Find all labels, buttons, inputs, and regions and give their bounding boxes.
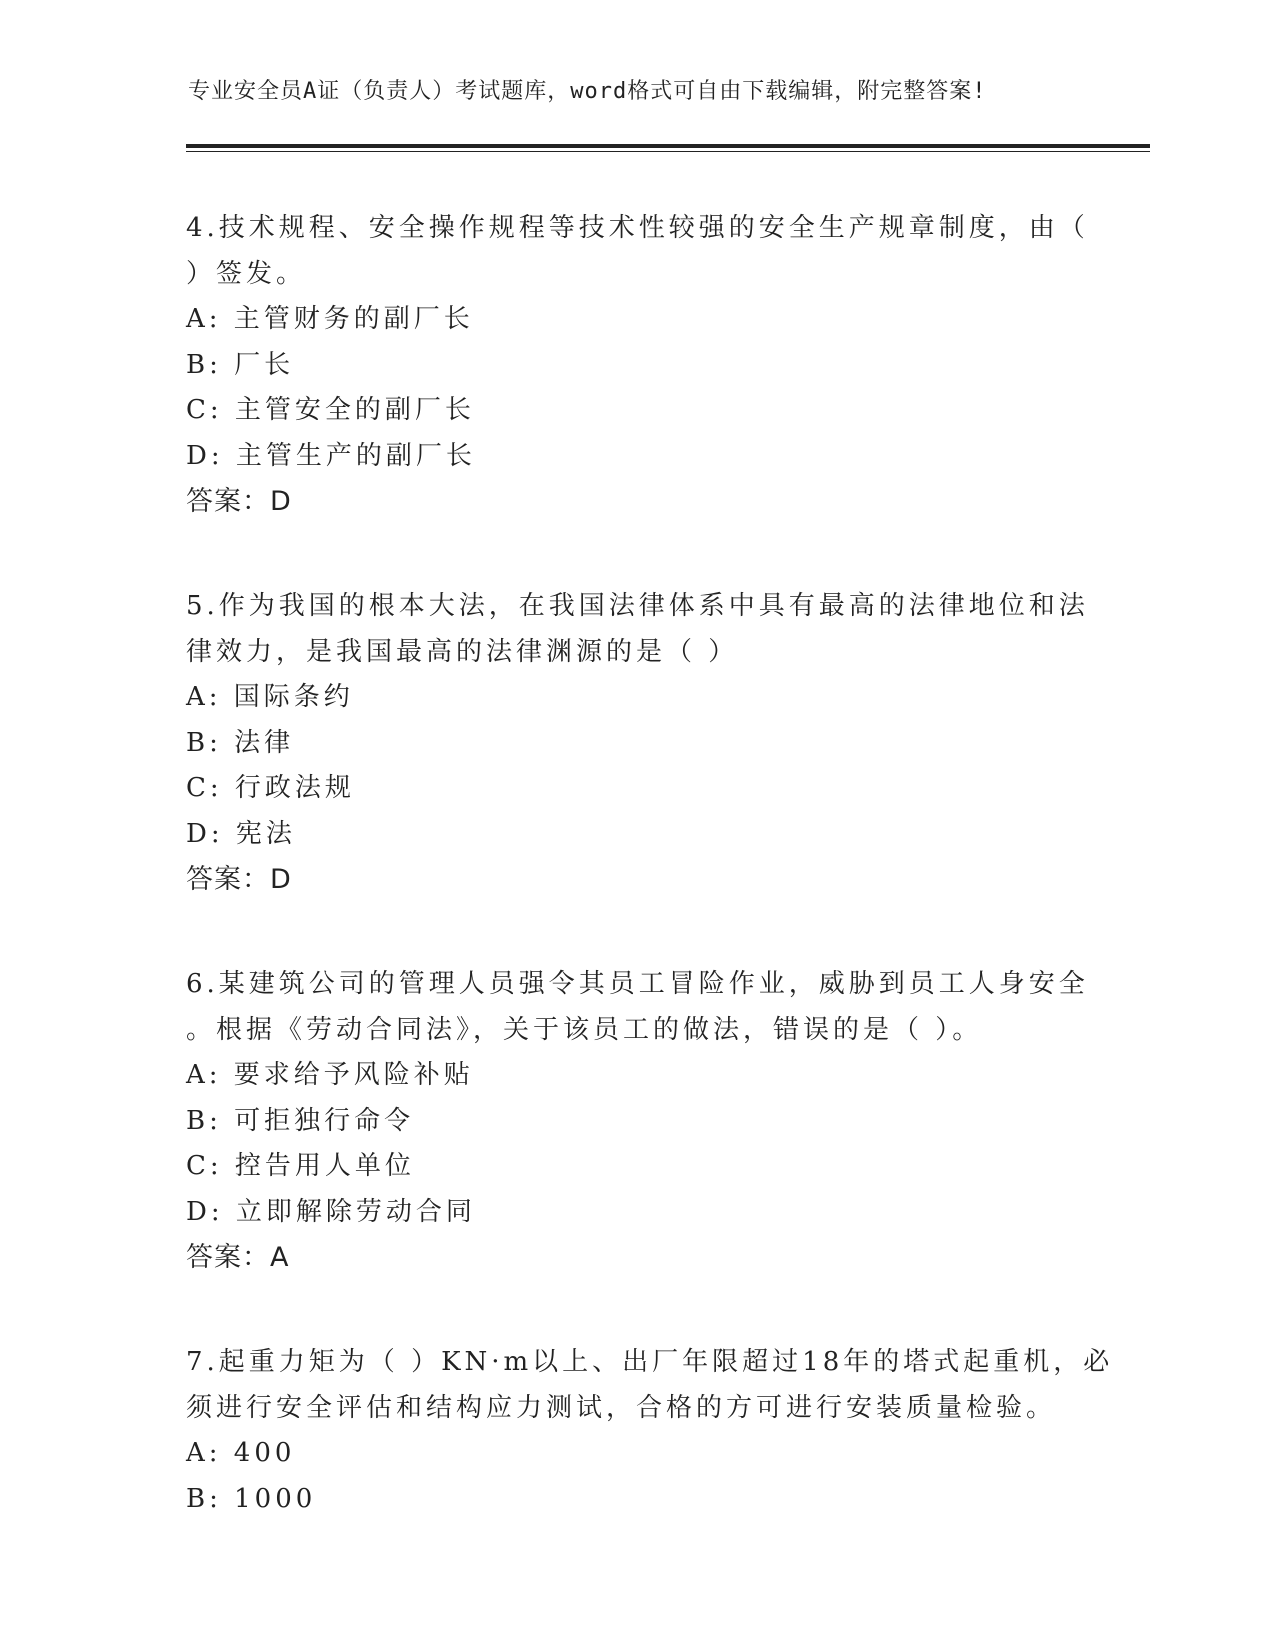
question-stem-line: ）签发。 [186, 259, 307, 289]
question-stem-line: 须进行安全评估和结构应力测试，合格的方可进行安装质量检验。 [186, 1393, 1057, 1423]
header-divider-thick [186, 144, 1150, 148]
question-4 [186, 205, 1089, 525]
answer-line: 答案：D [186, 486, 292, 517]
option-a: A: 要求给予风险补贴 [186, 1060, 474, 1090]
question-list [186, 205, 1114, 1580]
question-stem-line: 律效力，是我国最高的法律渊源的是（ ） [186, 637, 739, 667]
question-stem-line: 4.技术规程、安全操作规程等技术性较强的安全生产规章制度，由（ [186, 213, 1089, 243]
question-7 [186, 1339, 1114, 1522]
question-stem-line: 6.某建筑公司的管理人员强令其员工冒险作业，威胁到员工人身安全 [186, 969, 1089, 999]
option-a: A: 国际条约 [186, 682, 354, 712]
option-d: D: 主管生产的副厂长 [186, 440, 476, 471]
option-b: B: 1000 [186, 1483, 317, 1514]
option-b: B: 法律 [186, 727, 295, 758]
option-b: B: 可拒独行命令 [186, 1105, 415, 1136]
question-stem-line: 5.作为我国的根本大法，在我国法律体系中具有最高的法律地位和法 [186, 591, 1089, 621]
question-stem-line: 7.起重力矩为（ ）KN·m以上、出厂年限超过18年的塔式起重机，必 [186, 1347, 1114, 1377]
document-header: 专业安全员A证（负责人）考试题库，word格式可自由下载编辑，附完整答案! [188, 79, 987, 104]
option-c: C: 行政法规 [186, 773, 355, 803]
option-c: C: 控告用人单位 [186, 1151, 415, 1181]
question-5 [186, 583, 1089, 903]
option-d: D: 宪法 [186, 818, 296, 849]
option-c: C: 主管安全的副厂长 [186, 395, 475, 425]
answer-line: 答案：A [186, 1242, 290, 1273]
option-d: D: 立即解除劳动合同 [186, 1196, 476, 1227]
option-a: A: 主管财务的副厂长 [186, 304, 474, 334]
header-divider-thin [186, 151, 1150, 152]
option-a: A: 400 [186, 1438, 296, 1468]
option-b: B: 厂长 [186, 349, 295, 380]
question-stem-line: 。根据《劳动合同法》，关于该员工的做法，错误的是（ ）。 [186, 1015, 983, 1045]
question-6 [186, 961, 1089, 1281]
answer-line: 答案：D [186, 864, 292, 895]
